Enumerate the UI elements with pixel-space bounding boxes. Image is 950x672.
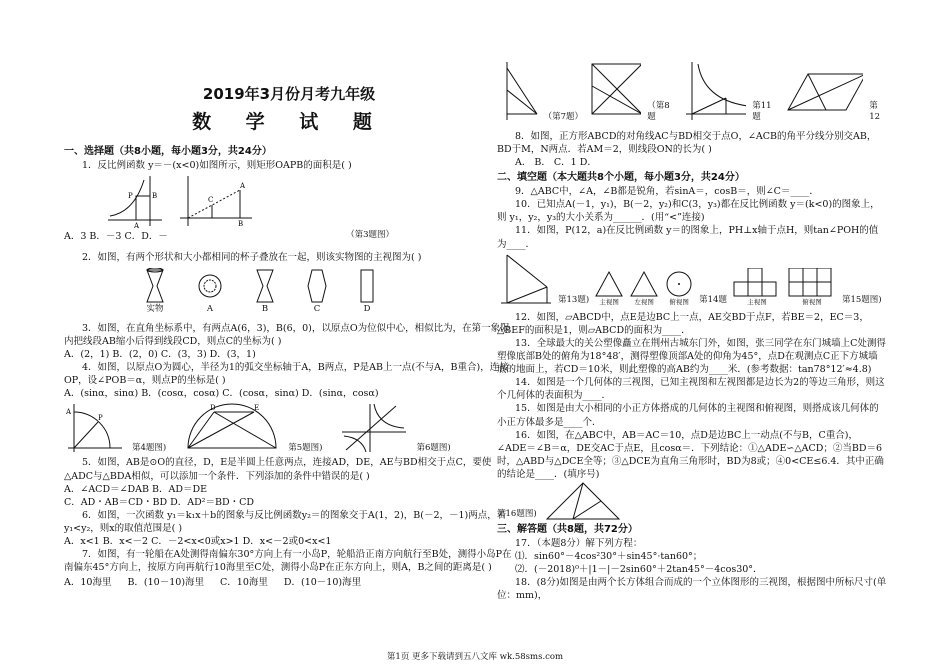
question-5: 5．如图，AB是⊙O的直径，D，E是半圆上任意两点，连接AD，DE，AE与BD相交于点C，要使△ADC与△BDA相似，可以添加一个条件．下列添加的条件中错误的是( ) — [64, 457, 492, 482]
q16-figure-row — [497, 481, 887, 521]
svg-text:E: E — [254, 404, 260, 413]
svg-text:A: A — [240, 181, 246, 190]
question-2: 2．如图，有两个形状和大小都相同的杯子叠放在一起，则该实物图的主视图为( ) — [82, 251, 422, 263]
question-15: 15．如图是由大小相同的小正方体搭成的几何体的主视图和俯视图，则搭成该几何体的小正方体最多是____个． — [497, 403, 879, 428]
left-column — [64, 0, 514, 590]
question-6: 6．如图，一次函数 y₁＝k₁x＋b的图象与反比例函数y₂＝的图象交于A(1，2)，B(－2，－1)两点，若y₁<y₂，则x的取值范围是( ) — [64, 509, 507, 534]
q14-side-label: 左视图 — [634, 297, 654, 306]
q4-6-figures — [64, 402, 514, 454]
q14-side-view — [629, 270, 659, 307]
q2-label-b: B — [261, 304, 269, 315]
right-column — [497, 0, 887, 602]
question-17: 17．（本题8分）解下列方程： — [515, 537, 643, 549]
question-1: 1．反比例函数 y＝－(x<0)如图所示，则矩形OAPB的面积是( ) — [82, 159, 352, 171]
q7-12-figures — [497, 60, 887, 124]
page-footer: 第1页 更多下载请到五八文库 wk.58sms.com — [386, 652, 564, 662]
q7-option-b: B．(10－10)海里 — [127, 577, 205, 589]
rectangle-view-icon — [358, 268, 376, 304]
q12-parallelogram-figure — [784, 60, 863, 124]
q3-options: A．(2，1) B．(2，0) C．(3，3) D．(3，1) — [64, 348, 256, 360]
svg-text:P: P — [98, 414, 103, 423]
triangle-front-icon — [594, 270, 624, 298]
q4-options: A．(sinα，sinα) B．(cosα，cosα) C．(cosα，sinα) D．(sinα，cosα) — [64, 388, 379, 400]
question-11: 11．如图，P(12，a)在反比例函数 y＝的图象上，PH⊥x轴于点H，则tan∠POH的值为____． — [497, 225, 879, 250]
triangle-side-icon — [629, 270, 659, 298]
q3-figure-caption: （第3题图） — [346, 229, 394, 240]
q13-figure-caption: 第13题) — [558, 294, 590, 305]
q7-option-a: A．10海里 — [64, 577, 112, 589]
question-3: 3．如图，在直角坐标系中，有两点A(6，3)，B(6，0)，以原点O为位似中心，相似比为，在第一象限内把线段AB缩小后得到线段CD，则点C的坐标为( ) — [64, 322, 510, 347]
q2-option-a — [196, 268, 224, 316]
question-4: 4．如图，以原点O为圆心，半径为1的弧交坐标轴于A，B两点，P是AB上一点(不与A，B重合)，连接OP，设∠POB＝α，则点P的坐标是( ) — [64, 362, 509, 387]
q15-top-view — [787, 268, 837, 307]
question-16: 16．如图，在△ABC中，AB＝AC＝10，点D是边BC上一动点(不与B，C重合)，∠ADE＝∠B＝α，DE交AC于点E，且cosα＝．下列结论：①△ADE∽△ACD；②当BD＝6时，△ABD与△DCE全等；③△DCE为直角三角形时，BD为8或；④0<CE≤6.4．其中正确的结论是____．(填序号) — [497, 429, 884, 480]
q2-label-a: A — [206, 304, 214, 315]
q14-figure-caption: 第14题 — [699, 294, 727, 305]
question-13: 13．全球最大的关公塑像矗立在荆州古城东门外，如图，张三同学在东门城墙上C处测得塑像底部B处的俯角为18°48′，测得塑像顶部A处的仰角为45°，点D在观测点C正下方城墙底的地面上，若CD＝10米，则此塑像的高AB约为____米．(参考数据：tan78°12′≈4.8) — [497, 337, 886, 376]
q8-square-figure — [586, 60, 641, 124]
q11-figure-caption: 第11题 — [752, 100, 772, 123]
svg-text:A: A — [134, 221, 140, 230]
svg-text:A: A — [66, 408, 72, 417]
q2-label-c: C — [313, 304, 321, 315]
q7-option-c: C．10海里 — [220, 577, 268, 589]
exam-subtitle: 数 学 试 题 — [192, 110, 386, 133]
svg-text:B: B — [152, 191, 158, 200]
q5-options-2: C．AD・AB＝CD・BD D．AD²＝BD・CD — [64, 496, 254, 508]
q15-front-view — [732, 268, 782, 307]
q2-option-c — [306, 268, 328, 316]
q8-options: A． B． C．1 D． — [515, 157, 597, 169]
q7-option-d: D．(10－10)海里 — [283, 577, 362, 589]
section-choice-heading: 一、选择题（共8小题，每小题3分，共24分） — [64, 145, 272, 157]
q1-hyperbola-figure — [104, 174, 164, 230]
hexagon-view-icon — [306, 268, 328, 304]
circle-view-icon — [196, 268, 224, 304]
q13-15-figures — [497, 253, 887, 307]
q13-statue-figure — [497, 253, 553, 307]
q14-front-label: 主视图 — [599, 297, 619, 306]
exam-title: 2019年3月份月考九年级 — [202, 85, 376, 103]
question-9: 9．△ABC中，∠A，∠B都是锐角，若sinA＝，cosB＝，则∠C＝____． — [515, 186, 819, 198]
q15-front-label: 主视图 — [747, 297, 767, 306]
question-18: 18．(8分)如图是由两个长方体组合而成的一个立体图形的三视图，根据图中所标尺寸(单位：mm)， — [497, 577, 887, 602]
q8-figure-caption: （第8题 — [647, 100, 670, 123]
question-8: 8．如图，正方形ABCD的对角线AC与BD相交于点O，∠ACB的角平分线分别交AB，BD于M，N两点．若AM＝2，则线段ON的长为( ) — [497, 131, 877, 156]
q4-arc-figure — [64, 402, 124, 454]
q2-cup-figures — [144, 268, 514, 316]
q7-options — [64, 576, 514, 589]
q2-object — [144, 268, 166, 316]
q16-figure-caption: 第16题图) — [497, 509, 537, 520]
circle-top-icon — [664, 270, 694, 298]
q6-hyperbola-figure — [340, 402, 408, 454]
section-fill-heading: 二、填空题（本大题共8个小题，每小题3分，共24分） — [497, 172, 745, 184]
question-14: 14．如图是一个几何体的三视图，已知主视图和左视图都是边长为2的等边三角形，则这个几何体的表面积为____． — [497, 377, 885, 402]
q16-triangle-figure — [543, 481, 623, 521]
q2-label-d: D — [363, 304, 371, 315]
cube-top-icon — [787, 268, 837, 298]
q1-figures — [104, 174, 514, 230]
cube-front-icon — [732, 268, 782, 298]
q5-figure-caption: 第5题图) — [288, 442, 323, 453]
q14-top-label: 俯视图 — [669, 297, 689, 306]
svg-text:C: C — [208, 195, 214, 204]
q5-options-1: A．∠ACD＝∠DAB B．AD＝DE — [64, 483, 208, 495]
question-10: 10．已知点A(－1，y₁)，B(－2，y₂)和C(3，y₃)都在反比例函数 y＝(k<0)的图象上，则 y₁，y₂，y₃的大小关系为______．(用“<”连接) — [497, 199, 880, 224]
cup-object-icon — [144, 268, 166, 304]
question-12: 12．如图，▱ABCD中，点E是边BC上一点，AE交BD于点F，若BE＝2，EC＝3，△BEF的面积是1，则▱ABCD的面积为____． — [497, 311, 869, 336]
q2-label-object: 实物 — [146, 304, 164, 315]
svg-text:P: P — [128, 191, 133, 200]
svg-text:D: D — [210, 404, 216, 413]
question-7: 7．如图，有一轮船在A处测得南偏东30°方向上有一小岛P，轮船沿正南方向航行至B处，测得小岛P在南偏东45°方向上，按原方向再航行10海里至C处，测得小岛P在正东方向上，则A，B之间的距离是( ) — [64, 549, 512, 574]
q7-ship-figure — [497, 60, 538, 124]
q1-options: A．3 B．－3 C．D．－ — [64, 230, 168, 242]
q14-front-view — [594, 270, 624, 307]
q14-top-view — [664, 270, 694, 307]
q5-semicircle-figure — [184, 402, 280, 454]
q4-figure-caption: 第4题图) — [132, 442, 167, 453]
question-17-part2: ⑵．(－2018)⁰＋|1－|－2sin60°＋2tan45°－4cos30°． — [515, 564, 763, 576]
q15-top-label: 俯视图 — [802, 297, 822, 306]
q11-hyperbola-figure — [682, 60, 747, 124]
question-17-part1: ⑴．sin60°－4cos²30°＋sin45°·tan60°； — [515, 551, 703, 562]
q3-line-figure — [174, 174, 254, 230]
q6-options: A．x<1 B．x<－2 C．－2<x<0或x>1 D．x<－2或0<x<1 — [64, 536, 332, 548]
q7-figure-caption: （第7题） — [543, 112, 583, 123]
q6-figure-caption: 第6题图) — [416, 442, 451, 453]
q2-option-b — [254, 268, 276, 316]
q12-figure-caption: 第12 — [869, 100, 881, 123]
hourglass-view-icon — [254, 268, 276, 304]
section-answer-heading: 三、解答题（共8题，共72分） — [497, 524, 638, 536]
q2-option-d — [358, 268, 376, 316]
q15-figure-caption: 第15题图) — [841, 294, 882, 305]
svg-text:B: B — [238, 219, 244, 228]
